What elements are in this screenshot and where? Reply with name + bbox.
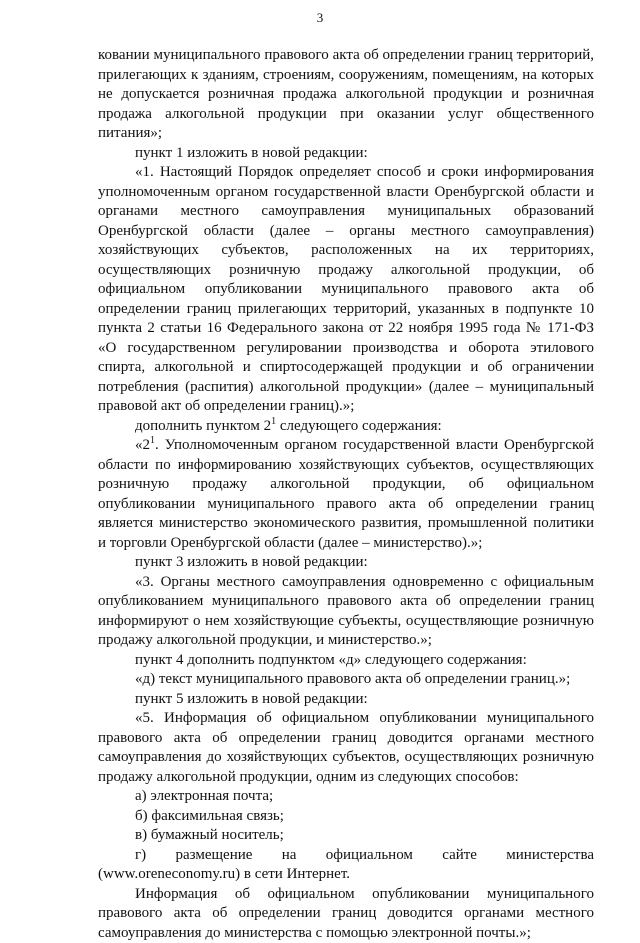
list-item-fax: б) факсимильная связь; <box>98 807 594 827</box>
text-fragment: . Уполномоченным органом государственной власти Оренбургской области по информированию хозяйствующих субъектов, осуществляющих розничную продажу алкогольной продукции, об официальном опубликовании муниципального правого акта об определении границ является министерство экономического развития, промышленной политики и торговли Оренбургской области (далее – министерство).»; <box>98 437 594 551</box>
page-number: 3 <box>0 10 640 26</box>
paragraph-instruction-point-3: пункт 3 изложить в новой редакции: <box>98 553 594 573</box>
paragraph-point-1-text: «1. Настоящий Порядок определяет способ и сроки информирования уполномоченным органом государственной власти Оренбургской области и органами местного самоуправления муниципальных образований Оренбургской области (далее – органы местного самоуправления) хозяйствующих субъектов, расположенных на их территориях, осуществляющих розничную продажу алкогольной продукции, об официальном опубликовании муниципального правового акта об определении границ прилегающих территорий, указанных в подпункте 10 пункта 2 статьи 16 Федерального закона от 22 ноября 1995 года № 171-ФЗ «О государственном регулировании производства и оборота этилового спирта, алкогольной и спиртосодержащей продукции и об ограничении потребления (распития) алкогольной продукции» (далее – муниципальный правовой акт об определении границ).»; <box>98 163 594 417</box>
superscript: 1 <box>271 416 276 427</box>
paragraph-instruction-point-4: пункт 4 дополнить подпунктом «д» следующего содержания: <box>98 651 594 671</box>
list-item-email: а) электронная почта; <box>98 787 594 807</box>
paragraph-point-5-text: «5. Информация об официальном опубликовании муниципального правового акта об определении границ доводится органами местного самоуправления до хозяйствующих субъектов, осуществляющих розничную продажу алкогольной продукции, одним из следующих способов: <box>98 709 594 787</box>
paragraph-continuation: ковании муниципального правового акта об определении границ территорий, прилегающих к зданиям, строениям, сооружениям, помещениям, на которых не допускается розничная продажа алкогольной продукции и розничная продажа алкогольной продукции при оказании услуг общественного питания»; <box>98 46 594 144</box>
text-fragment: «2 <box>135 437 150 453</box>
text-fragment: дополнить пунктом 2 <box>135 418 271 434</box>
list-item-website-continuation: (www.oreneconomy.ru) в сети Интернет. <box>98 865 594 885</box>
superscript: 1 <box>150 435 155 446</box>
paragraph-instruction-point-2-1 <box>98 417 594 437</box>
paragraph-point-2-1-text <box>98 436 594 553</box>
paragraph-instruction-point-1: пункт 1 изложить в новой редакции: <box>98 144 594 164</box>
text-fragment: следующего содержания: <box>276 418 442 434</box>
paragraph-closing: Информация об официальном опубликовании муниципального правового акта об определении границ доводится органами местного самоуправления до министерства с помощью электронной почты.»; <box>98 885 594 943</box>
paragraph-subpoint-d: «д) текст муниципального правового акта об определении границ.»; <box>98 670 594 690</box>
document-body <box>98 46 594 943</box>
paragraph-point-3-text: «3. Органы местного самоуправления одновременно с официальным опубликованием муниципального правового акта об определении границ информируют о нем хозяйствующие субъекты, осуществляющие розничную продажу алкогольной продукции, и министерство.»; <box>98 573 594 651</box>
list-item-paper: в) бумажный носитель; <box>98 826 594 846</box>
paragraph-instruction-point-5: пункт 5 изложить в новой редакции: <box>98 690 594 710</box>
list-item-website: г) размещение на официальном сайте министерства <box>98 846 594 866</box>
